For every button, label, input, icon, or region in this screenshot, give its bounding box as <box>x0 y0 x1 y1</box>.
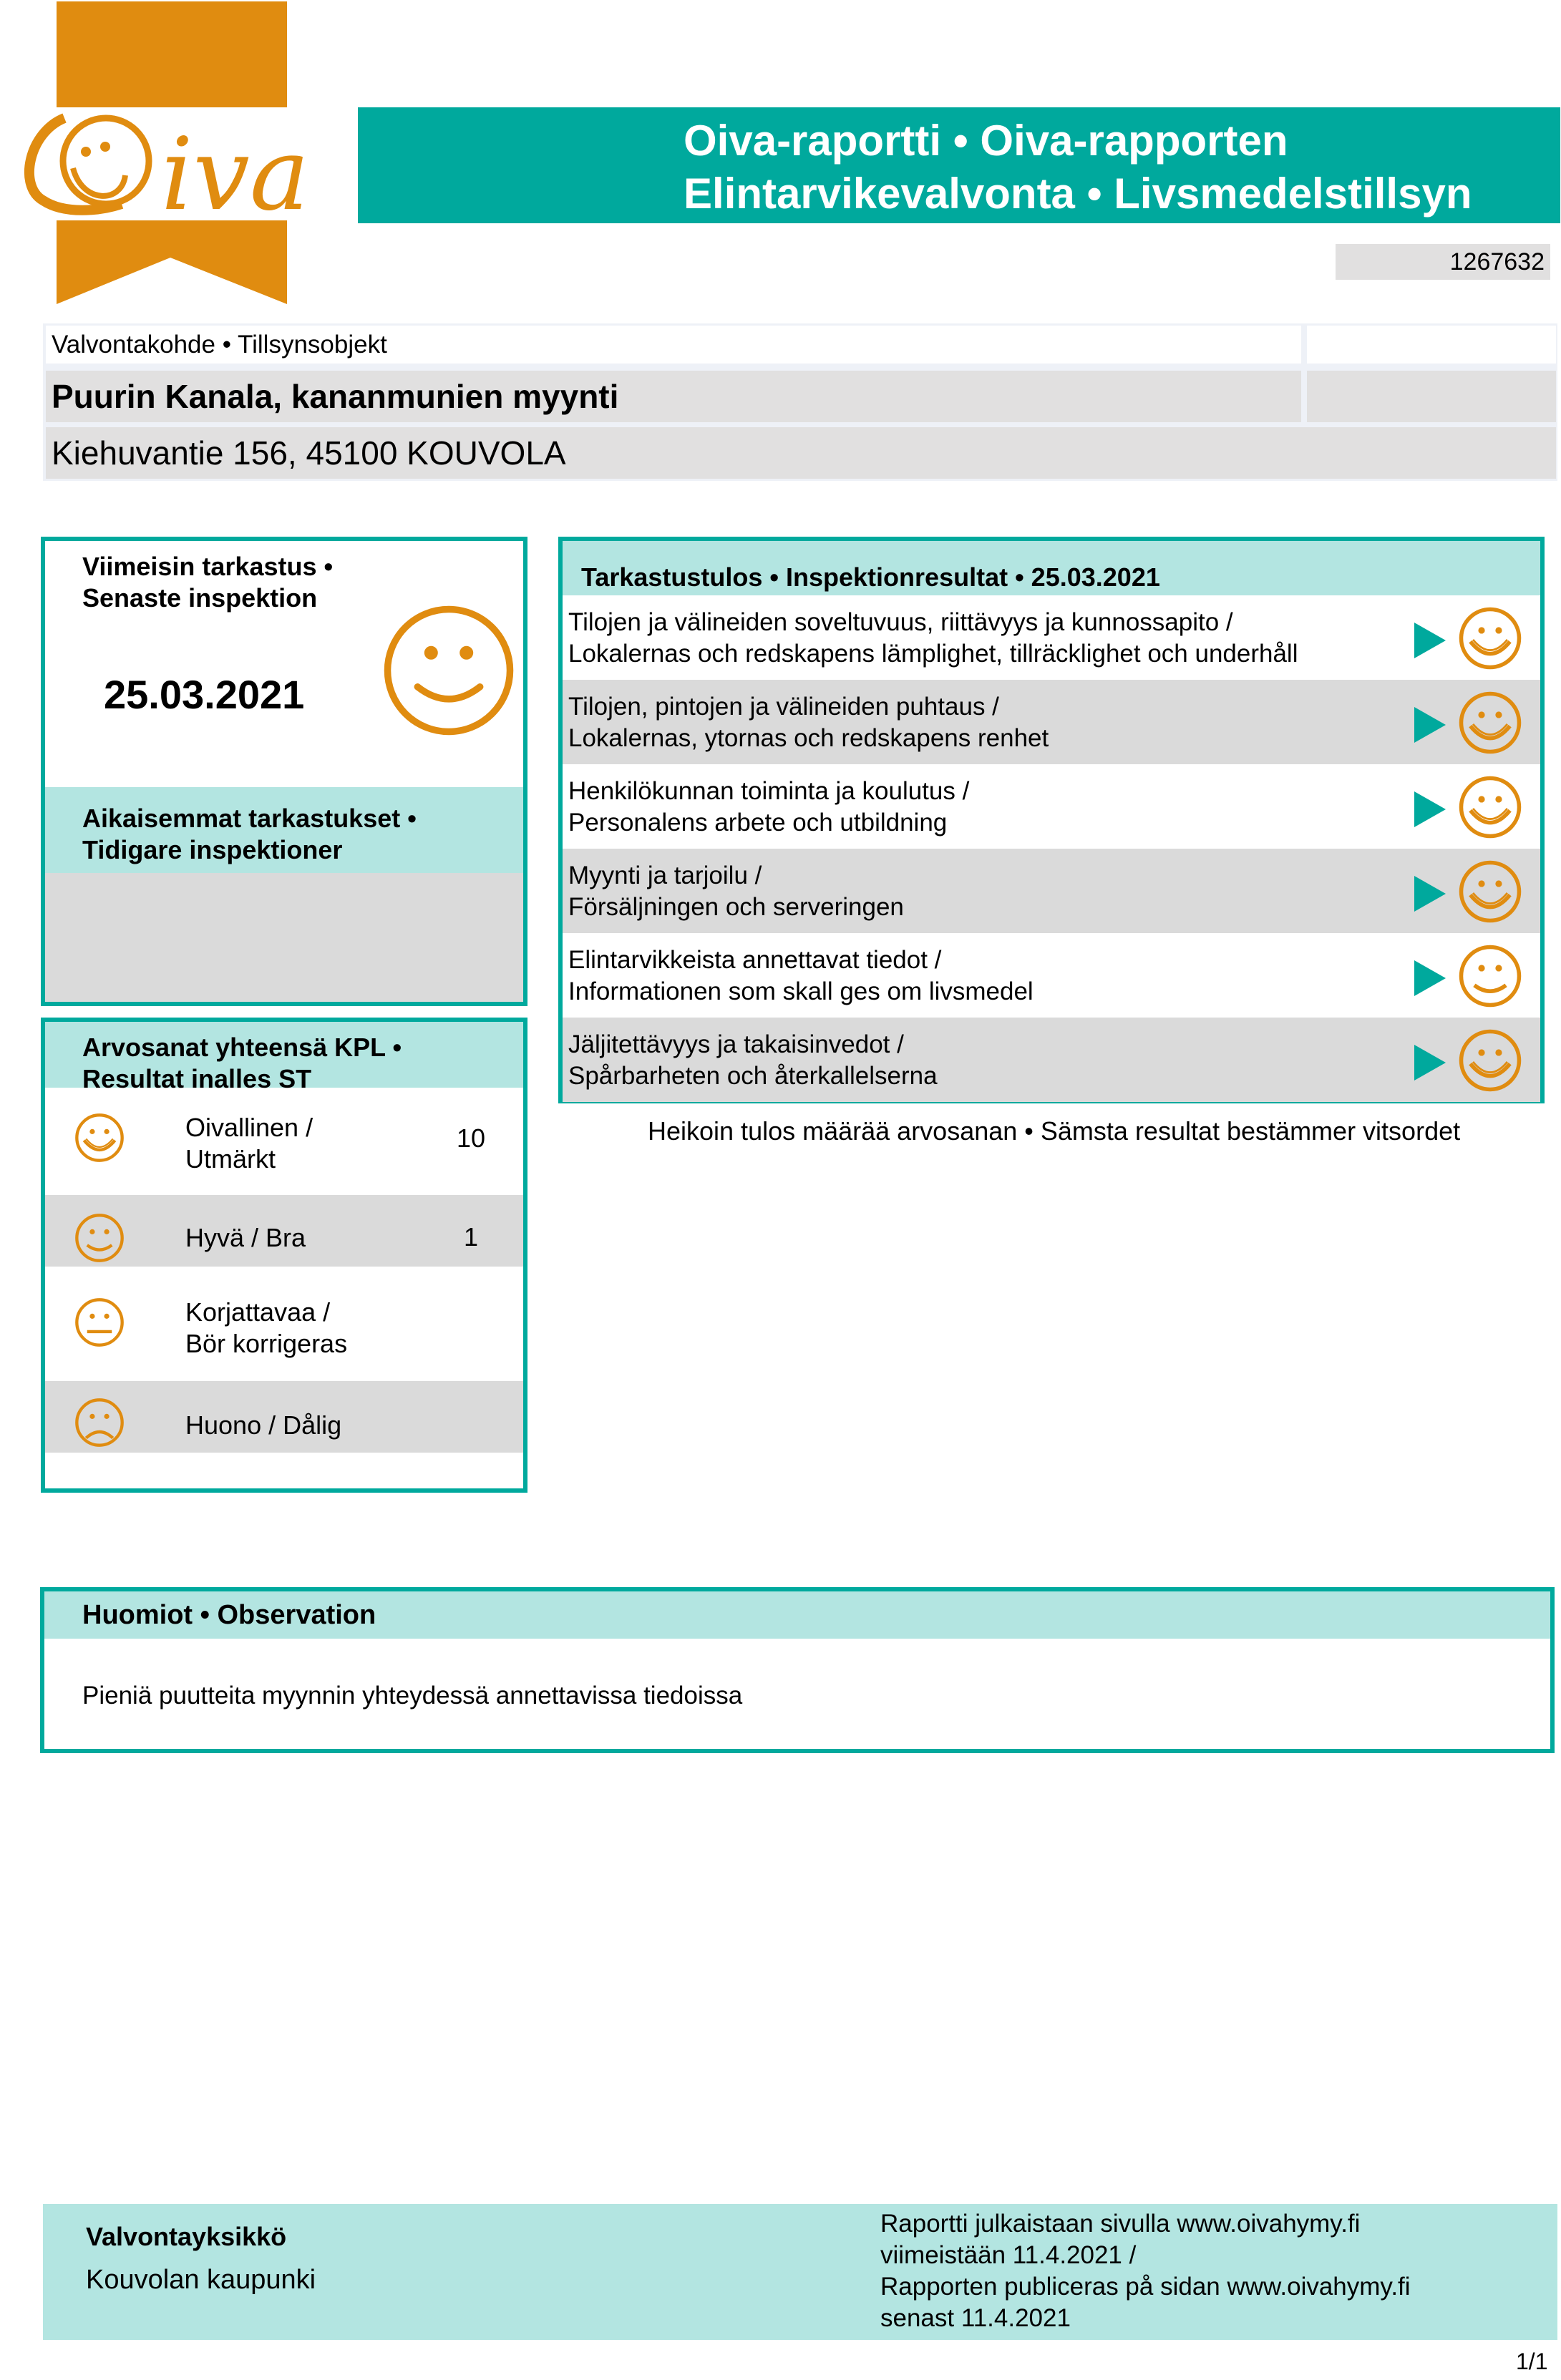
grade-label <box>185 1410 341 1441</box>
result-label-fi: Elintarvikkeista annettavat tiedot / <box>568 946 942 974</box>
result-label-sv: Försäljningen och serveringen <box>568 893 904 921</box>
target-address: Kiehuvantie 156, 45100 KOUVOLA <box>46 427 1556 479</box>
latest-inspection-title-sv: Senaste inspektion <box>82 583 318 613</box>
grade-row-good <box>45 1195 523 1267</box>
publish-line: viimeistään 11.4.2021 / <box>880 2241 1137 2269</box>
smiley-excellent-icon <box>1457 605 1523 671</box>
publish-line: Raportti julkaistaan sivulla www.oivahymy.fi <box>880 2210 1361 2238</box>
grade-row-excellent <box>45 1102 523 1174</box>
grade-label-sv: Utmärkt <box>185 1144 276 1174</box>
smiley-excellent-icon <box>1457 690 1523 756</box>
result-label-sv: Personalens arbete och utbildning <box>568 809 948 837</box>
result-label <box>568 776 969 839</box>
result-label-fi: Jäljitettävyys ja takaisinvedot / <box>568 1030 904 1058</box>
result-label-sv: Lokalernas, ytornas och redskapens renhet <box>568 724 1049 752</box>
grade-row-needs-correction <box>45 1288 523 1360</box>
report-title-line1: Oiva-raportti • Oiva-rapporten <box>684 117 1288 165</box>
result-row <box>563 595 1540 680</box>
result-row <box>563 680 1540 764</box>
previous-inspections-title-sv: Tidigare inspektioner <box>82 835 343 864</box>
grade-label <box>185 1112 313 1175</box>
previous-inspections-title <box>82 803 417 866</box>
result-label <box>568 860 904 923</box>
target-side-cell <box>1307 371 1556 422</box>
target-name: Puurin Kanala, kananmunien myynti <box>46 371 1301 422</box>
latest-inspection-date: 25.03.2021 <box>104 672 305 717</box>
observation-text: Pieniä puutteita myynnin yhteydessä annettavissa tiedoissa <box>82 1682 743 1710</box>
grade-label-fi: Oivallinen / <box>185 1113 313 1142</box>
arrow-right-icon <box>1414 960 1446 996</box>
grades-title-sv: Resultat inalles ST <box>82 1064 312 1093</box>
supervision-unit-label: Valvontayksikkö <box>86 2222 287 2251</box>
result-label-sv: Informationen som skall ges om livsmedel <box>568 977 1034 1005</box>
report-id <box>1336 244 1550 280</box>
page-number: 1/1 <box>1516 2349 1548 2374</box>
report-title <box>684 114 1472 220</box>
arrow-right-icon <box>1414 1045 1446 1081</box>
result-label-fi: Tilojen, pintojen ja välineiden puhtaus / <box>568 693 999 721</box>
supervision-unit-value: Kouvolan kaupunki <box>86 2265 316 2295</box>
result-label-fi: Myynti ja tarjoilu / <box>568 862 762 889</box>
grades-title-fi: Arvosanat yhteensä KPL • <box>82 1033 402 1062</box>
result-label-sv: Spårbarheten och återkallelserna <box>568 1062 938 1090</box>
result-label <box>568 1029 938 1092</box>
oiva-logo-icon <box>14 0 315 308</box>
result-label-fi: Henkilökunnan toiminta ja koulutus / <box>568 777 970 805</box>
inspection-results-title: Tarkastustulos • Inspektionresultat • 25.03.2021 <box>581 562 1160 592</box>
publish-info <box>880 2208 1411 2334</box>
arrow-right-icon <box>1414 707 1446 743</box>
result-row <box>563 1018 1540 1102</box>
result-label <box>568 607 1298 670</box>
grade-label-fi: Korjattavaa / <box>185 1297 331 1327</box>
result-label <box>568 691 1049 754</box>
report-id-value: 1267632 <box>1449 248 1545 275</box>
grade-label-sv: Bör korrigeras <box>185 1329 348 1358</box>
smiley-excellent-icon <box>1457 774 1523 840</box>
result-label-sv: Lokalernas och redskapens lämplighet, tillräcklighet och underhåll <box>568 640 1298 668</box>
result-row <box>563 764 1540 849</box>
smiley-excellent-icon <box>74 1112 125 1164</box>
latest-inspection-title <box>82 551 333 614</box>
grade-label <box>185 1222 306 1254</box>
smiley-sad-icon <box>74 1397 125 1448</box>
result-label-fi: Tilojen ja välineiden soveltuvuus, riittävyys ja kunnossapito / <box>568 608 1233 636</box>
target-side-cell <box>1307 326 1556 364</box>
grade-label <box>185 1297 347 1360</box>
smiley-excellent-icon <box>1457 859 1523 925</box>
smiley-good-icon <box>381 603 517 738</box>
report-title-line2: Elintarvikevalvonta • Livsmedelstillsyn <box>684 170 1472 218</box>
result-row <box>563 933 1540 1018</box>
result-row <box>563 849 1540 933</box>
svg-text:iva: iva <box>161 117 310 233</box>
oiva-logo <box>14 0 315 308</box>
grade-row-poor <box>45 1381 523 1453</box>
smiley-neutral-icon <box>74 1297 125 1348</box>
smiley-good-icon <box>74 1212 125 1264</box>
previous-inspections-title-fi: Aikaisemmat tarkastukset • <box>82 804 417 833</box>
smiley-excellent-icon <box>1457 1028 1523 1093</box>
target-label: Valvontakohde • Tillsynsobjekt <box>46 326 1301 364</box>
previous-inspections-list <box>45 873 523 1002</box>
latest-inspection-title-fi: Viimeisin tarkastus • <box>82 552 334 581</box>
grade-count: 10 <box>456 1123 486 1153</box>
grade-count: 1 <box>463 1222 479 1252</box>
grade-label-fi: Huono / Dålig <box>185 1410 342 1440</box>
arrow-right-icon <box>1414 623 1446 658</box>
publish-line: Rapporten publiceras på sidan www.oivahymy.fi <box>880 2273 1411 2301</box>
observation-title: Huomiot • Observation <box>82 1600 376 1630</box>
grades-title <box>82 1032 402 1095</box>
grading-note: Heikoin tulos määrää arvosanan • Sämsta resultat bestämmer vitsordet <box>648 1116 1461 1146</box>
smiley-good-icon <box>1457 943 1523 1009</box>
grade-label-fi: Hyvä / Bra <box>185 1223 306 1252</box>
arrow-right-icon <box>1414 791 1446 827</box>
arrow-right-icon <box>1414 876 1446 912</box>
result-label <box>568 945 1034 1008</box>
publish-line: senast 11.4.2021 <box>880 2304 1071 2332</box>
